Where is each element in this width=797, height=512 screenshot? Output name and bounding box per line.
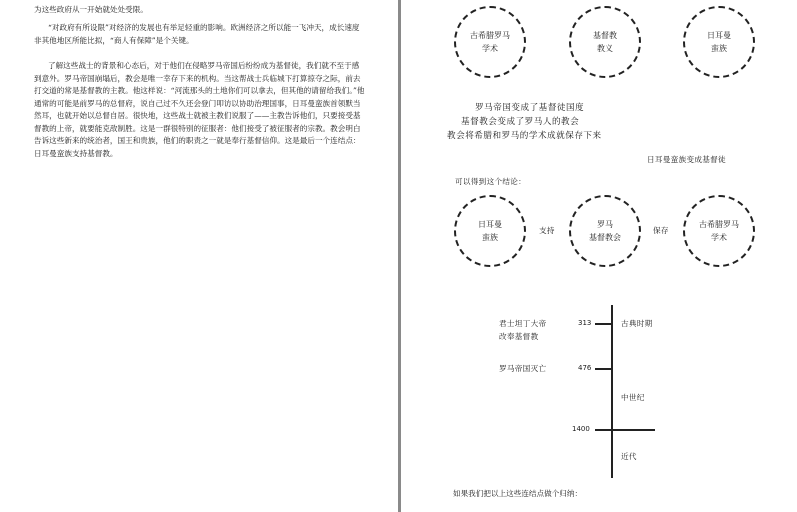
- timeline-period-classical: 古典时期: [621, 319, 653, 328]
- note-2: 基督教会变成了罗马人的教会: [461, 117, 580, 127]
- timeline-axis: [611, 305, 613, 478]
- arrow-label-support: 支持: [539, 226, 555, 235]
- left-page: [0, 0, 398, 512]
- right-page: [401, 0, 797, 512]
- timeline-year-476: 476: [578, 364, 592, 372]
- circle-germanic-tribes: 日耳曼 蛮族: [683, 6, 755, 78]
- paragraph-1: 为这些政府从一开始就处处受限。: [34, 5, 148, 14]
- circle-greco-roman-learning-2: 古希腊罗马 学术: [683, 195, 755, 267]
- timeline-event-476-label: 罗马帝国灭亡: [499, 364, 547, 373]
- timeline-year-313: 313: [578, 319, 592, 327]
- circle-germanic-tribes-2: 日耳曼 蛮族: [454, 195, 526, 267]
- note-3: 教会将希腊和罗马的学术成就保存下来: [447, 131, 602, 141]
- caption: 如果我们把以上这些连结点做个归纳：: [453, 489, 583, 498]
- paragraph-3: 了解这些战士的背景和心态后，对于他们在侵略罗马帝国后纷纷成为基督徒，我们就不至于感到意外。罗马帝国崩塌后，教会是唯一幸存下来的机构。当这帮战士兵临城下打算掠夺之际，前去打交道的常是基督教的主教。他这样说：“河流那头的土地你们可以拿去，但其他的请留给我们。”他通常的可能是前罗马的总督府，说自己过不久还会登门叩访以协助治理国事，日耳曼蛮族首领默当然耳，也就开始以总督自居。很快地，这些战士就被主教们说服了——主教告诉他们，只要接受基督教的上帝，就要能克敌制胜。这是一群很特别的征服者：他们接受了被征服者的宗教。教会明白告诉这些新来的统治者，国王和贵族，他们的职责之一就是奉行基督信仰。这是最后一个连结点：日耳曼蛮族支持基督教。: [34, 61, 365, 158]
- paragraph-2: “对政府有所设限”对经济的发展也有举足轻重的影响。欧洲经济之所以能一飞冲天，成长速度非其他地区所能比拟，“商人有保障”是个关键。: [34, 23, 360, 45]
- timeline-event-313-label-2: 改奉基督教: [499, 332, 539, 341]
- note-1: 罗马帝国变成了基督徒国度: [475, 103, 585, 113]
- circle-christian-doctrine: 基督教 教义: [569, 6, 641, 78]
- timeline-period-modern: 近代: [621, 452, 637, 461]
- note-right: 日耳曼蛮族变成基督徒: [647, 155, 726, 164]
- timeline-period-medieval: 中世纪: [621, 393, 645, 402]
- circle-greco-roman-learning: 古希腊罗马 学术: [454, 6, 526, 78]
- timeline-year-1400: 1400: [572, 425, 590, 433]
- circle-roman-church: 罗马 基督教会: [569, 195, 641, 267]
- timeline-tick-476: [595, 368, 613, 370]
- timeline-tick-1400: [595, 429, 655, 431]
- arrow-label-preserve: 保存: [653, 226, 669, 235]
- timeline-event-313-label-1: 君士坦丁大帝: [499, 319, 547, 328]
- conclusion-label: 可以得到这个结论：: [455, 177, 527, 186]
- timeline-tick-313: [595, 323, 613, 325]
